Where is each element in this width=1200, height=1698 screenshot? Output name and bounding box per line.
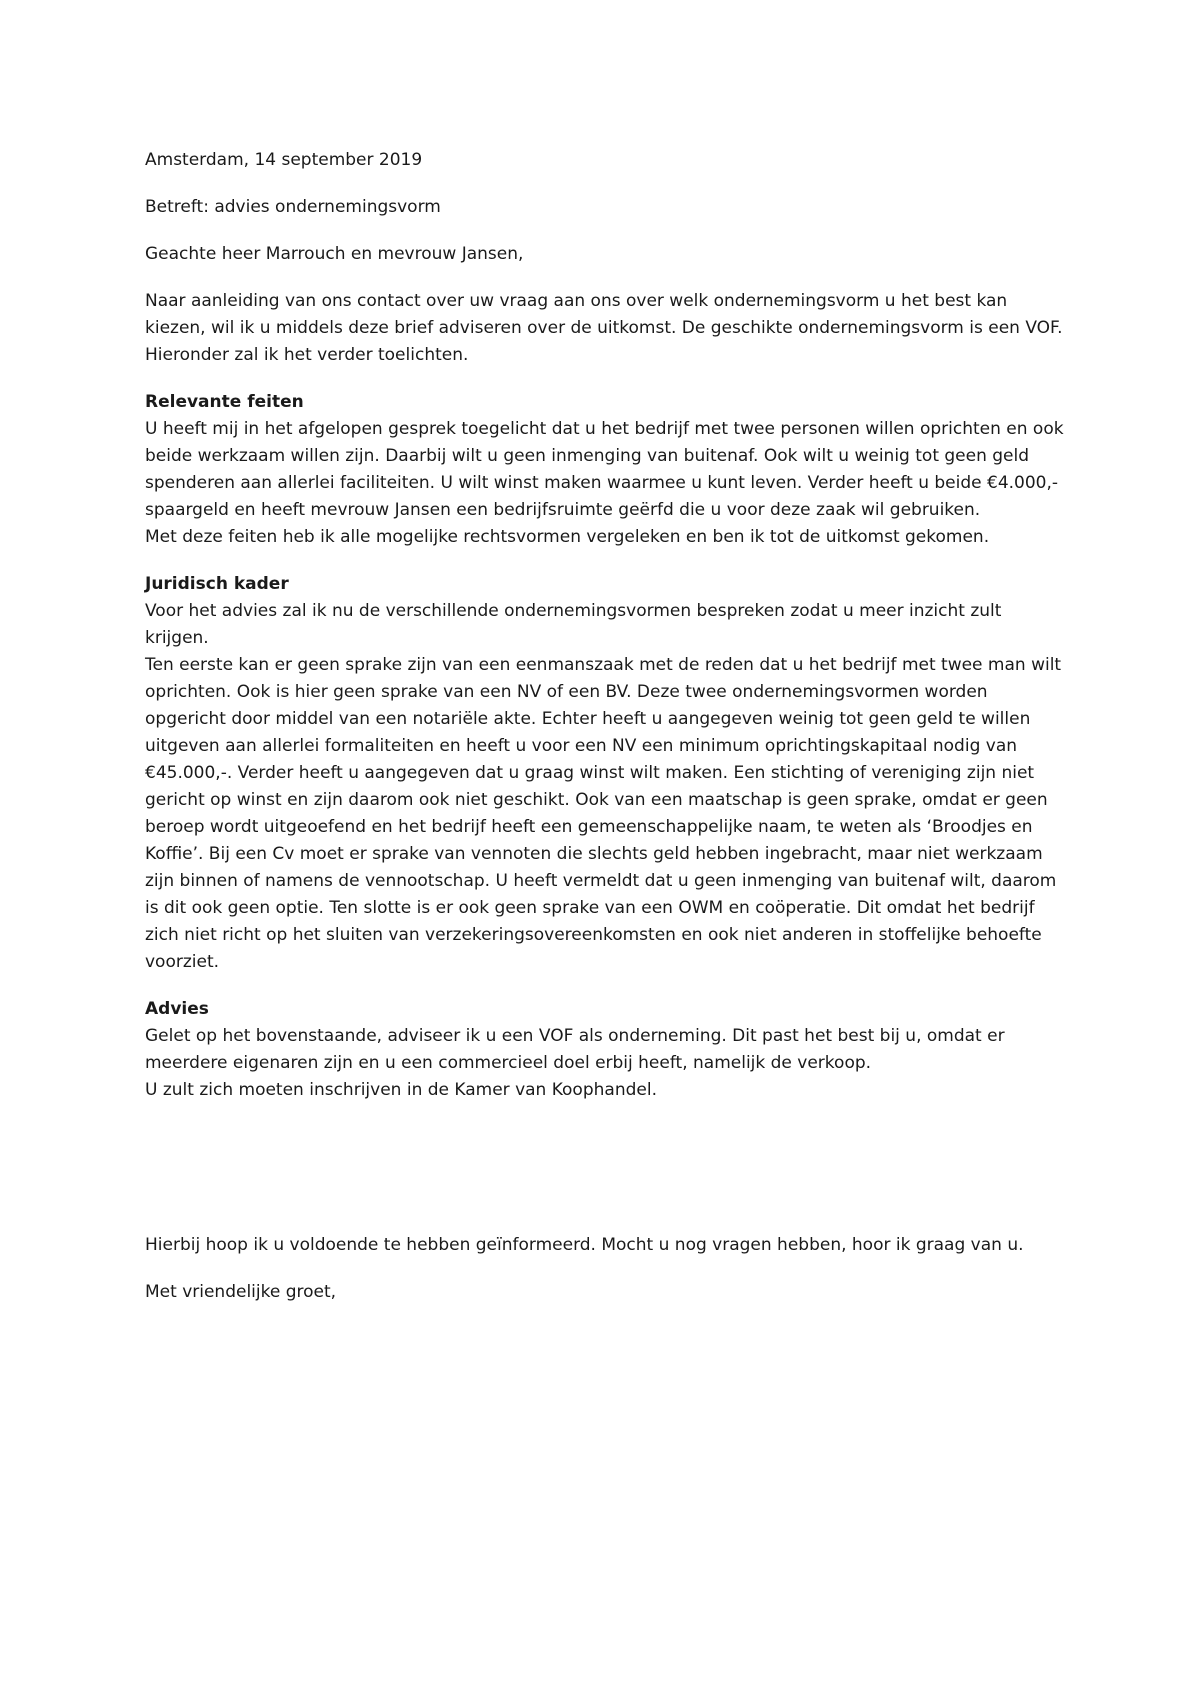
section-heading: Relevante feiten [145,392,304,412]
section-heading: Juridisch kader [145,574,289,594]
letter-date: Amsterdam, 14 september 2019 [145,150,423,170]
letter-salutation: Geachte heer Marrouch en mevrouw Jansen, [145,244,524,264]
letter-intro: Naar aanleiding van ons contact over uw vraag aan ons over welk ondernemingsvorm u het best kan kiezen, wil ik u middels deze brief adviseren over de uitkomst. De geschikte ondernemingsvorm is een VOF. Hieronder zal ik het verder toelichten. [145,291,1063,365]
letter-subject: Betreft: advies ondernemingsvorm [145,197,441,217]
section-juridisch-kader [145,571,1065,976]
letter-closing: Hierbij hoop ik u voldoende te hebben geïnformeerd. Mocht u nog vragen hebben, hoor ik graag van u. [145,1235,1024,1255]
section-paragraph: U heeft mij in het afgelopen gesprek toegelicht dat u het bedrijf met twee personen willen oprichten en ook beide werkzaam willen zijn. Daarbij wilt u geen inmenging van buitenaf. Ook wilt u weinig tot geen geld spenderen aan allerlei faciliteiten. U wilt winst maken waarmee u kunt leven. Verder heeft u beide €4.000,- spaargeld en heeft mevrouw Jansen een bedrijfsruimte geërfd die u voor deze zaak wil gebruiken. [145,419,1064,520]
section-advies [145,996,1065,1104]
section-paragraph: Gelet op het bovenstaande, adviseer ik u een VOF als onderneming. Dit past het best bij u, omdat er meerdere eigenaren zijn en u een commercieel doel erbij heeft, namelijk de verkoop. [145,1026,1005,1073]
letter-body [145,147,1065,1326]
section-paragraph: U zult zich moeten inschrijven in de Kamer van Koophandel. [145,1080,657,1100]
section-paragraph: Ten eerste kan er geen sprake zijn van een eenmanszaak met de reden dat u het bedrijf met twee man wilt oprichten. Ook is hier geen sprake van een NV of een BV. Deze twee ondernemingsvormen worden opgericht door middel van een notariële akte. Echter heeft u aangegeven weinig tot geen geld te willen uitgeven aan allerlei formaliteiten en heeft u voor een NV een minimum oprichtingskapitaal nodig van €45.000,-. Verder heeft u aangegeven dat u graag winst wilt maken. Een stichting of vereniging zijn niet gericht op winst en zijn daarom ook niet geschikt. Ook van een maatschap is geen sprake, omdat er geen beroep wordt uitgeoefend en het bedrijf heeft een gemeenschappelijke naam, te weten als ‘Broodjes en Koffie’. Bij een Cv moet er sprake van vennoten die slechts geld hebben ingebracht, maar niet werkzaam zijn binnen of namens de vennootschap. U heeft vermeldt dat u geen inmenging van buitenaf wilt, daarom is dit ook geen optie. Ten slotte is er ook geen sprake van een OWM en coöperatie. Dit omdat het bedrijf zich niet richt op het sluiten van verzekeringsovereenkomsten en ook niet anderen in stoffelijke behoefte voorziet. [145,655,1062,972]
section-paragraph: Met deze feiten heb ik alle mogelijke rechtsvormen vergeleken en ben ik tot de uitkomst gekomen. [145,527,990,547]
section-heading: Advies [145,999,209,1019]
section-paragraph: Voor het advies zal ik nu de verschillende ondernemingsvormen bespreken zodat u meer inzicht zult krijgen. [145,601,1002,648]
letter-signoff: Met vriendelijke groet, [145,1282,337,1302]
spacer [145,1124,1065,1232]
section-relevante-feiten [145,389,1065,551]
